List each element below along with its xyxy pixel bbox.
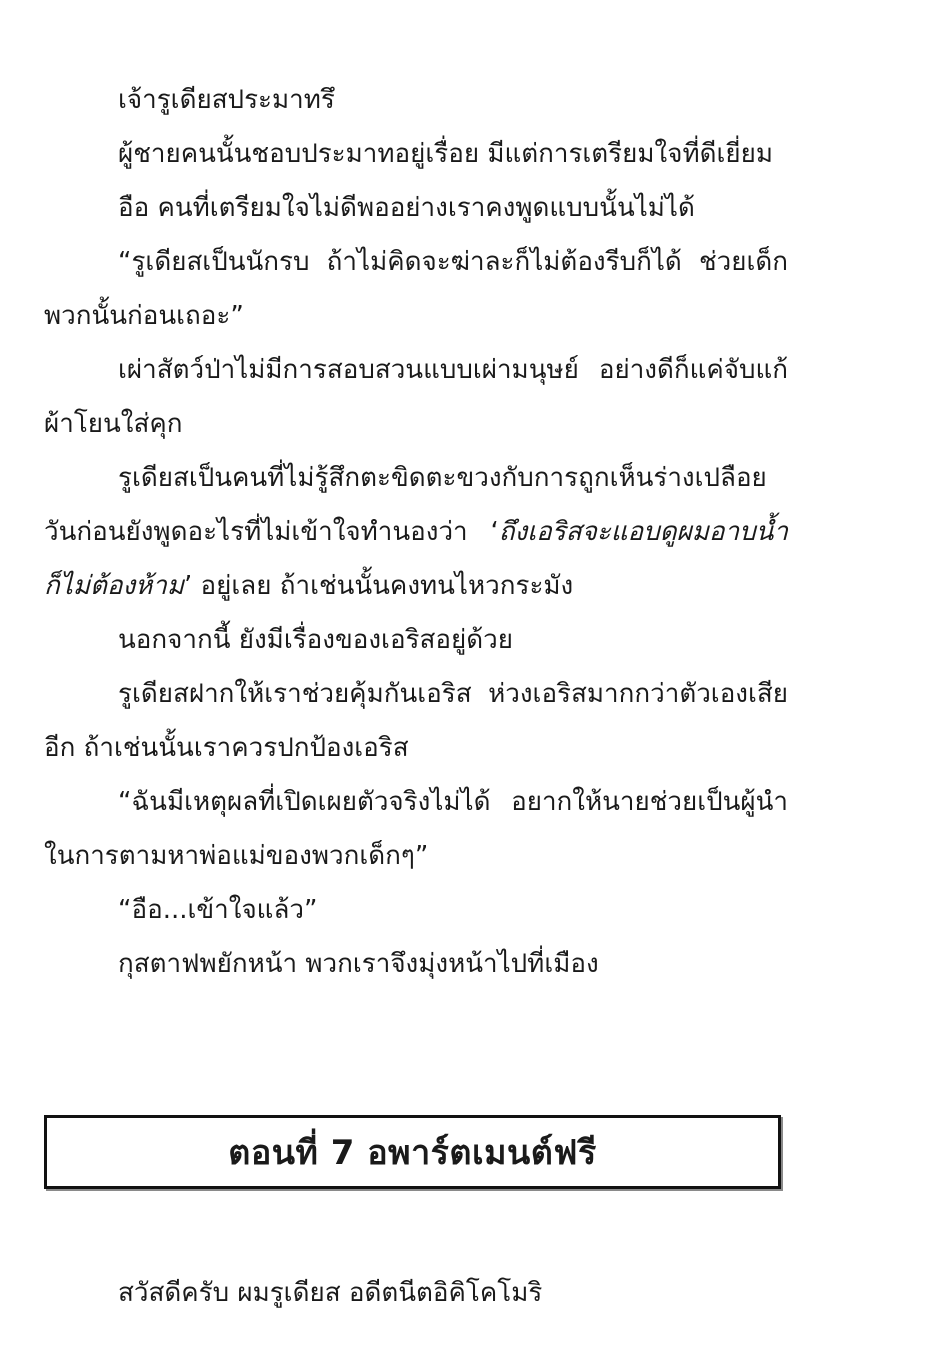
paragraph-after-chapter bbox=[44, 1266, 788, 1320]
paragraph-text: นอกจากนี้ ยังมีเรื่องของเอริสอยู่ด้วย bbox=[118, 625, 513, 655]
paragraph-text: เจ้ารูเดียสประมาทรึ bbox=[118, 85, 335, 115]
paragraph-text: ผู้ชายคนนั้นชอบประมาทอยู่เรื่อย มีแต่การเตรียมใจที่ดีเยี่ยม bbox=[118, 139, 773, 169]
paragraph-10 bbox=[44, 883, 788, 937]
paragraph-6 bbox=[44, 451, 788, 613]
paragraph-1 bbox=[44, 73, 788, 127]
paragraph-text: ’ อยู่เลย ถ้าเช่นนั้นคงทนไหวกระมัง bbox=[184, 571, 574, 601]
paragraph-11 bbox=[44, 937, 788, 991]
paragraph-2 bbox=[44, 127, 788, 181]
paragraph-9 bbox=[44, 775, 788, 883]
paragraph-text: สวัสดีครับ ผมรูเดียส อดีตนีตอิคิโคโมริ bbox=[118, 1278, 543, 1308]
paragraph-text: เผ่าสัตว์ป่าไม่มีการสอบสวนแบบเผ่ามนุษย์ อย่างดีก็แค่จับแก้ผ้าโยนใส่คุก bbox=[44, 355, 788, 439]
paragraph-text: รูเดียสเป็นคนที่ไม่รู้สึกตะขิดตะขวงกับการถูกเห็นร่างเปลือย วันก่อนยังพูดอะไรที่ไม่เข้าใจทำนองว่า ‘ bbox=[44, 463, 767, 547]
paragraph-5 bbox=[44, 343, 788, 451]
paragraph-text: “รูเดียสเป็นนักรบ ถ้าไม่คิดจะฆ่าละก็ไม่ต้องรีบก็ได้ ช่วยเด็กพวกนั้นก่อนเถอะ” bbox=[44, 247, 788, 331]
paragraph-4 bbox=[44, 235, 788, 343]
paragraph-text: รูเดียสฝากให้เราช่วยคุ้มกันเอริส ห่วงเอริสมากกว่าตัวเองเสียอีก ถ้าเช่นนั้นเราควรปกป้องเอริส bbox=[44, 679, 788, 763]
paragraph-text: อือ คนที่เตรียมใจไม่ดีพออย่างเราคงพูดแบบนั้นไม่ได้ bbox=[118, 193, 695, 223]
chapter-title: ตอนที่ 7 อพาร์ตเมนต์ฟรี bbox=[228, 1133, 597, 1173]
italic-quote: ถึงเอริสจะแอบดูผมอาบน้ำก็ไม่ต้องห้าม bbox=[44, 517, 788, 601]
paragraph-text: “อือ...เข้าใจแล้ว” bbox=[118, 895, 318, 925]
paragraph-text: กุสตาฟพยักหน้า พวกเราจึงมุ่งหน้าไปที่เมือง bbox=[118, 949, 599, 979]
paragraph-3 bbox=[44, 181, 788, 235]
paragraph-text: “ฉันมีเหตุผลที่เปิดเผยตัวจริงไม่ได้ อยากให้นายช่วยเป็นผู้นำในการตามหาพ่อแม่ของพวกเด็กๆ” bbox=[44, 787, 788, 871]
chapter-heading-box bbox=[44, 1115, 781, 1189]
paragraph-7 bbox=[44, 613, 788, 667]
paragraph-8 bbox=[44, 667, 788, 775]
